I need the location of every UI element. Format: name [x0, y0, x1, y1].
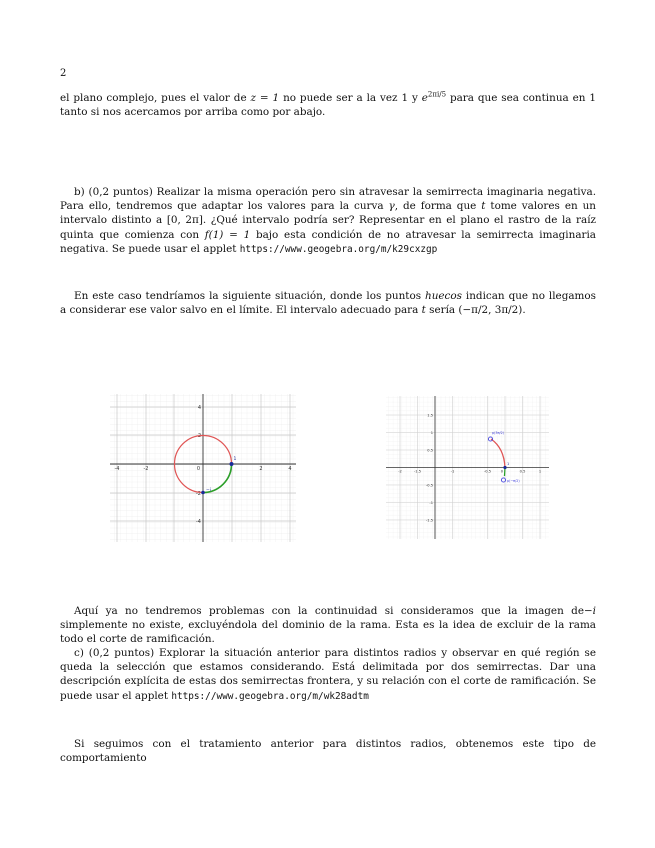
right-xtick: -1: [450, 469, 455, 474]
page-number: 2: [60, 68, 67, 79]
paragraph-situation: En este caso tendríamos la siguiente situación, donde los puntos huecos indican que no llegamos a considerar ese valor salvo en el límite. El intervalo adecuado para t sería (−π/2, 3π/2).: [60, 290, 596, 317]
right-ytick: -1.5: [425, 518, 433, 523]
right-xtick: -0.5: [483, 469, 492, 474]
left-plot-svg: [110, 394, 296, 542]
point-one-label: 1: [233, 457, 237, 462]
point-minus-i-label: −i: [206, 488, 212, 493]
left-xtick: -4: [114, 466, 120, 472]
left-ytick: 4: [197, 405, 201, 411]
hollow-point-3pi-2-label: p(3π/2): [492, 431, 504, 435]
point-one: [230, 462, 234, 466]
right-xtick: 1: [538, 469, 542, 474]
left-xtick: -2: [143, 466, 149, 472]
geogebra-link-c[interactable]: https://www.geogebra.org/m/wk28adtm: [171, 690, 369, 702]
right-xtick: -2: [398, 469, 402, 474]
right-ytick: -0.5: [425, 483, 433, 488]
right-plot-svg: [386, 396, 549, 539]
exercise-c: c) (0,2 puntos) Explorar la situación anterior para distintos radios y observar en qué región se queda la selección que estamos considerando. Está delimitada por dos semirrectas. Dar una descripción explícita de estas dos semirrectas frontera, y su relación con el corte de ramificación. Se puede usar el applet https://www.geogebra.org/m/wk28adtm: [60, 647, 596, 702]
point-one: [503, 466, 506, 469]
left-xtick: 0: [196, 466, 200, 472]
left-ytick: -4: [196, 519, 201, 525]
right-ytick: 1.5: [427, 413, 433, 418]
right-xtick: 0: [500, 469, 503, 474]
left-xtick: 4: [288, 466, 292, 472]
exercise-b: b) (0,2 puntos) Realizar la misma operación pero sin atravesar la semirrecta imaginaria negativa. Para ello, tendremos que adaptar los valores para la curva γ, de forma que t tome valores en un intervalo distinto a [0, 2π]. ¿Qué intervalo podría ser? Representar en el plano el rastro de la raíz quinta que comienza con f(1) = 1 bajo esta condición de no atravesar la semirrecta imaginaria negativa. Se puede usar el applet https://www.geogebra.org/m/k29cxzgp: [60, 186, 597, 255]
left-ytick: -2: [196, 491, 201, 497]
right-xtick: 0.5: [519, 469, 526, 474]
geogebra-link-b[interactable]: https://www.geogebra.org/m/k29cxzgp: [239, 243, 438, 255]
figure-left-plot: [110, 394, 296, 542]
point-one-label: 1: [507, 462, 510, 466]
paragraph-continuity: el plano complejo, pues el valor de z = 1 no puede ser a la vez 1 y $e^{2\pi i/5}$ para que sea continua en 1 tanto si nos acercamos por arriba como por abajo.: [60, 90, 596, 119]
left-xtick: 2: [259, 466, 263, 472]
hollow-point-minus-pi-2-label: p(−π/2): [507, 479, 520, 483]
figure-right-plot: [386, 396, 549, 539]
left-ytick: 2: [197, 433, 201, 439]
right-ytick: 0.5: [427, 448, 433, 453]
paragraph-radii: Si seguimos con el tratamiento anterior para distintos radios, obtenemos este tipo de comportamiento: [60, 738, 596, 765]
right-ytick: -1: [429, 501, 433, 505]
right-ytick: 1: [430, 431, 433, 435]
point-minus-i: [201, 491, 205, 495]
paragraph-branch-cut: Aquí ya no tendremos problemas con la continuidad si consideramos que la imagen de−i simplemente no existe, excluyéndola del dominio de la rama. Esta es la idea de excluir de la rama todo el corte de ramificación.: [60, 605, 596, 646]
right-xtick: -1.5: [413, 469, 422, 474]
